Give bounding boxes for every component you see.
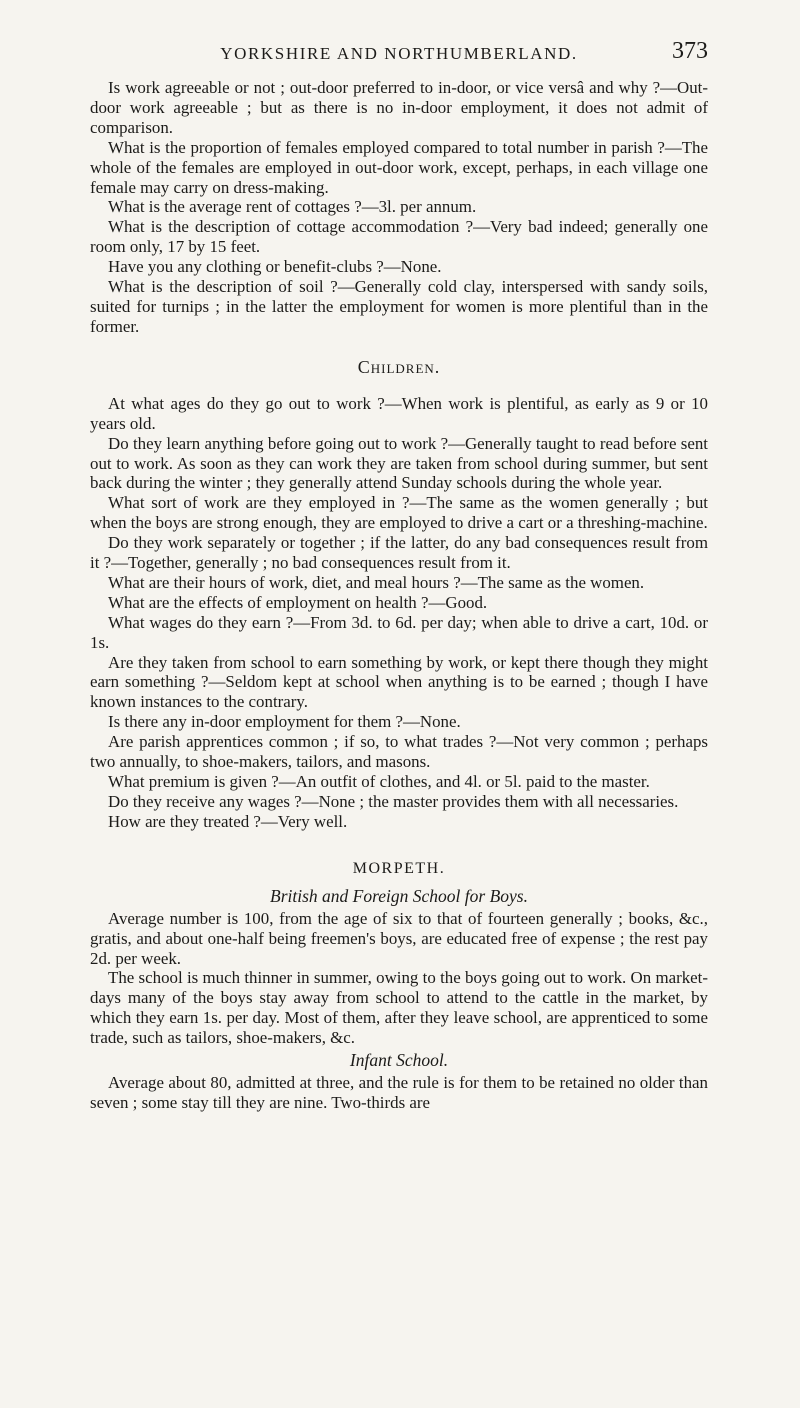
paragraph: Average number is 100, from the age of six to that of fourteen generally ; books, &c., gratis, and about one-half being freemen's boys, are educated free of expense ; the rest pay 2d. per week. — [90, 908, 708, 968]
page-header — [90, 18, 708, 78]
paragraph: What is the proportion of females employed compared to total number in parish ?—The whole of the females are employed in out-door work, except, perhaps, in each village one female may carry on dress-making. — [90, 137, 708, 197]
infant-school-section — [90, 1073, 708, 1113]
british-school-section — [90, 909, 708, 1048]
page-number: 373 — [672, 38, 708, 64]
paragraph: What is the average rent of cottages ?—3l. per annum. — [108, 197, 477, 217]
paragraph: What premium is given ?—An outfit of clothes, and 4l. or 5l. paid to the master. — [108, 772, 650, 791]
paragraph: Do they learn anything before going out to work ?—Generally taught to read before sent out to work. As soon as they can work they are taken from school during summer, but sent back during the winter ; they generally attend Sunday schools during the whole year. — [90, 433, 708, 493]
paragraph: What sort of work are they employed in ?—The same as the women generally ; but when the boys are strong enough, they are employed to drive a cart or a threshing-machine. — [90, 493, 708, 533]
women-section — [90, 78, 708, 337]
british-school-heading: British and Foreign School for Boys. — [270, 885, 528, 906]
infant-school-heading: Infant School. — [349, 1050, 449, 1071]
children-section — [90, 394, 708, 832]
paragraph: The school is much thinner in summer, owing to the boys going out to work. On market-days many of the boys stay away from school to attend to the cattle in the market, by which they earn 1s. per day. Most of them, after they leave school, are apprenticed to some trade, such as tailors, shoe-makers, &c. — [90, 968, 708, 1048]
paragraph: What is the description of cottage accommodation ?—Very bad indeed; generally one room only, 17 by 15 feet. — [90, 217, 708, 257]
paragraph: Do they receive any wages ?—None ; the master provides them with all necessaries. — [108, 791, 679, 811]
paragraph: Do they work separately or together ; if the latter, do any bad consequences result from it ?—Together, generally ; no bad consequences result from it. — [90, 533, 708, 573]
paragraph: Have you any clothing or benefit-clubs ?—None. — [108, 257, 442, 277]
children-heading: Children. — [357, 356, 441, 377]
paragraph: Is there any in-door employment for them ?—None. — [108, 712, 461, 732]
morpeth-heading: MORPETH. — [352, 859, 446, 877]
paragraph: What are the effects of employment on health ?—Good. — [108, 592, 488, 612]
paragraph: What are their hours of work, diet, and meal hours ?—The same as the women. — [108, 572, 645, 592]
paragraph: Are they taken from school to earn something by work, or kept there though they might earn something ?—Seldom kept at school when anything is to be earned ; though I have known instances to the contrary. — [90, 652, 708, 712]
running-head: YORKSHIRE AND NORTHUMBERLAND. — [220, 44, 578, 63]
paragraph: Is work agreeable or not ; out-door preferred to in-door, or vice versâ and why ?—Out-door work agreeable ; but as there is no in-door employment, it does not admit of comparison. — [90, 78, 708, 137]
paragraph: Average about 80, admitted at three, and the rule is for them to be retained no older than seven ; some stay till they are nine. Two-thirds are — [90, 1073, 708, 1112]
paragraph: How are they treated ?—Very well. — [108, 811, 348, 831]
paragraph: What wages do they earn ?—From 3d. to 6d. per day; when able to drive a cart, 10d. or 1s. — [90, 612, 708, 652]
paragraph: What is the description of soil ?—Generally cold clay, interspersed with sandy soils, suited for turnips ; in the latter the employment for women is more plentiful than in the former. — [90, 277, 708, 336]
paragraph: Are parish apprentices common ; if so, to what trades ?—Not very common ; perhaps two annually, to shoe-makers, tailors, and masons. — [90, 732, 708, 772]
paragraph: At what ages do they go out to work ?—When work is plentiful, as early as 9 or 10 years old. — [90, 393, 708, 433]
